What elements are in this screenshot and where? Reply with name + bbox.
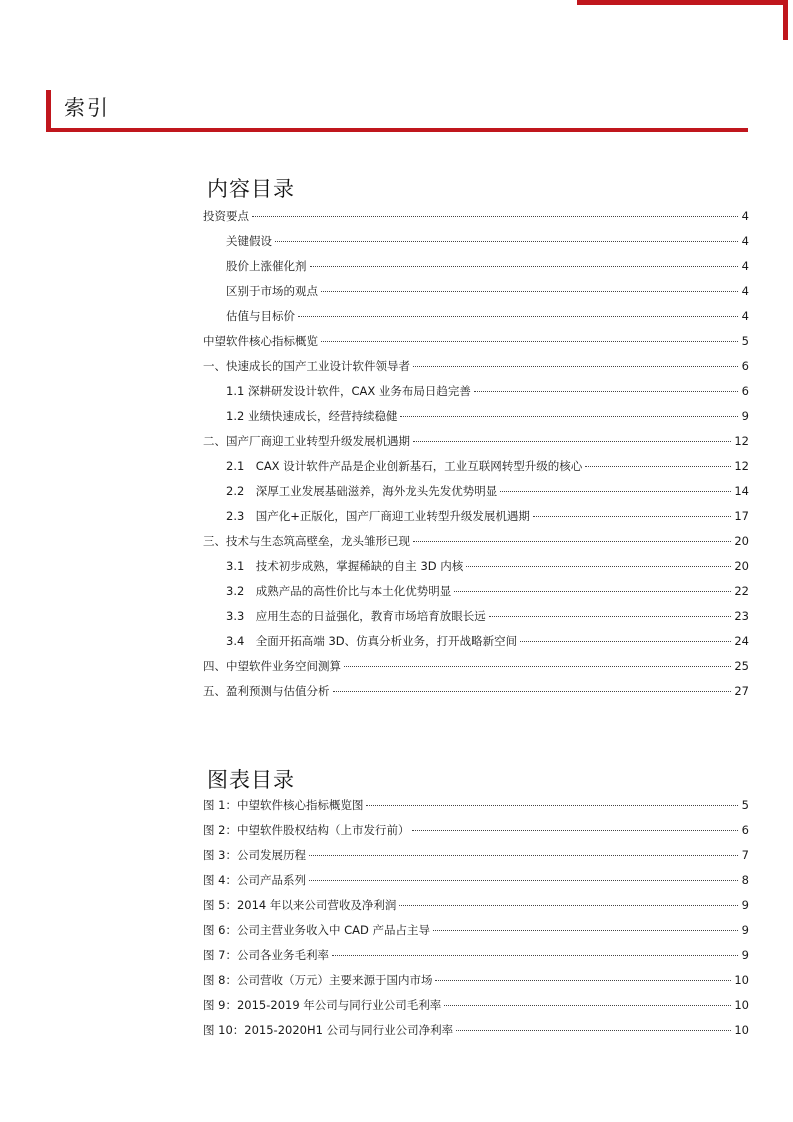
dot-leader: [399, 905, 738, 906]
toc-entry-label: 一、快速成长的国产工业设计软件领导者: [203, 359, 410, 373]
toc-entry-page: 9: [741, 409, 749, 423]
dot-leader: [456, 1030, 731, 1031]
figure-entry-page: 7: [741, 848, 749, 862]
toc-entry-label: 三、技术与生态筑高壁垒，龙头雏形已现: [203, 534, 410, 548]
toc-entry-page: 23: [734, 609, 749, 623]
figure-entry[interactable]: [203, 922, 749, 947]
toc-entry[interactable]: [203, 208, 749, 233]
toc-entry[interactable]: [203, 433, 749, 458]
figure-entry[interactable]: [203, 872, 749, 897]
figure-entry-label: 图 5：2014 年以来公司营收及净利润: [203, 898, 397, 912]
toc-entry[interactable]: [203, 608, 749, 633]
index-header-bar: [46, 90, 51, 132]
dot-leader: [344, 666, 731, 667]
toc-entry-label: 3.1 技术初步成熟，掌握稀缺的自主 3D 内核: [226, 559, 464, 573]
dot-leader: [413, 366, 738, 367]
figure-entry-page: 10: [734, 998, 749, 1012]
dot-leader: [413, 441, 731, 442]
dot-leader: [333, 691, 732, 692]
toc-entry[interactable]: [203, 483, 749, 508]
figure-entry[interactable]: [203, 947, 749, 972]
toc-entry-label: 投资要点: [203, 209, 249, 223]
figure-entry-label: 图 1：中望软件核心指标概览图: [203, 798, 364, 812]
toc-entry-page: 20: [734, 534, 749, 548]
dot-leader: [466, 566, 731, 567]
dot-leader: [298, 316, 738, 317]
figure-entry-page: 10: [734, 1023, 749, 1037]
toc-entry[interactable]: [203, 233, 749, 258]
toc-entry[interactable]: [203, 308, 749, 333]
dot-leader: [435, 980, 731, 981]
toc-entry-label: 3.3 应用生态的日益强化，教育市场培育放眼长远: [226, 609, 486, 623]
toc-entry-page: 12: [734, 459, 749, 473]
figure-entry-page: 9: [741, 898, 749, 912]
toc-entry[interactable]: [203, 283, 749, 308]
toc-entry-page: 24: [734, 634, 749, 648]
index-title: 索引: [64, 96, 110, 120]
toc-entry-label: 中望软件核心指标概览: [203, 334, 318, 348]
figure-entry-label: 图 4：公司产品系列: [203, 873, 306, 887]
dot-leader: [489, 616, 732, 617]
toc-entry-label: 3.2 成熟产品的高性价比与本土化优势明显: [226, 584, 452, 598]
toc-entry-page: 25: [734, 659, 749, 673]
toc-entry-page: 22: [734, 584, 749, 598]
toc-entry-page: 4: [741, 284, 749, 298]
dot-leader: [275, 241, 738, 242]
toc-entry-label: 1.2 业绩快速成长，经营持续稳健: [226, 409, 398, 423]
toc-list: [203, 208, 749, 708]
figure-entry[interactable]: [203, 997, 749, 1022]
figure-entry[interactable]: [203, 797, 749, 822]
toc-entry-label: 关键假设: [226, 234, 272, 248]
figure-entry-page: 5: [741, 798, 749, 812]
toc-entry-label: 股价上涨催化剂: [226, 259, 307, 273]
figure-entry-page: 8: [741, 873, 749, 887]
toc-entry[interactable]: [203, 508, 749, 533]
figure-entry-label: 图 6：公司主营业务收入中 CAD 产品占主导: [203, 923, 431, 937]
dot-leader: [585, 466, 731, 467]
toc-entry-label: 二、国产厂商迎工业转型升级发展机遇期: [203, 434, 410, 448]
corner-top-accent: [577, 0, 787, 5]
toc-entry-label: 五、盈利预测与估值分析: [203, 684, 330, 698]
figure-entry-label: 图 3：公司发展历程: [203, 848, 306, 862]
dot-leader: [400, 416, 738, 417]
figures-list: [203, 797, 749, 1047]
figure-entry[interactable]: [203, 972, 749, 997]
corner-side-accent: [783, 0, 788, 40]
figure-entry[interactable]: [203, 822, 749, 847]
toc-entry-page: 4: [741, 309, 749, 323]
dot-leader: [252, 216, 738, 217]
figure-entry-label: 图 7：公司各业务毛利率: [203, 948, 329, 962]
toc-entry[interactable]: [203, 358, 749, 383]
dot-leader: [433, 930, 738, 931]
figure-entry[interactable]: [203, 847, 749, 872]
dot-leader: [309, 855, 738, 856]
dot-leader: [500, 491, 731, 492]
figure-entry[interactable]: [203, 1022, 749, 1047]
toc-entry-label: 区别于市场的观点: [226, 284, 318, 298]
dot-leader: [412, 830, 738, 831]
toc-entry-page: 6: [741, 384, 749, 398]
dot-leader: [533, 516, 731, 517]
toc-entry[interactable]: [203, 258, 749, 283]
figure-entry-page: 9: [741, 923, 749, 937]
dot-leader: [474, 391, 738, 392]
toc-entry-page: 4: [741, 259, 749, 273]
toc-entry[interactable]: [203, 683, 749, 708]
toc-entry-page: 17: [734, 509, 749, 523]
toc-entry-page: 12: [734, 434, 749, 448]
toc-entry[interactable]: [203, 583, 749, 608]
toc-entry-label: 估值与目标价: [226, 309, 295, 323]
toc-entry-label: 2.1 CAX 设计软件产品是企业创新基石，工业互联网转型升级的核心: [226, 459, 583, 473]
dot-leader: [444, 1005, 731, 1006]
toc-entry-page: 6: [741, 359, 749, 373]
dot-leader: [309, 880, 738, 881]
index-header-rule: [46, 128, 748, 132]
figure-entry-label: 图 9：2015-2019 年公司与同行业公司毛利率: [203, 998, 442, 1012]
toc-entry[interactable]: [203, 333, 749, 358]
dot-leader: [366, 805, 738, 806]
toc-title: 内容目录: [207, 177, 295, 201]
dot-leader: [321, 341, 738, 342]
toc-entry-page: 14: [734, 484, 749, 498]
figure-entry-page: 10: [734, 973, 749, 987]
figure-entry-page: 9: [741, 948, 749, 962]
toc-entry-label: 四、中望软件业务空间测算: [203, 659, 341, 673]
figure-entry-label: 图 10：2015-2020H1 公司与同行业公司净利率: [203, 1023, 454, 1037]
toc-entry-page: 5: [741, 334, 749, 348]
toc-entry-page: 4: [741, 209, 749, 223]
toc-entry[interactable]: [203, 658, 749, 683]
dot-leader: [520, 641, 731, 642]
toc-entry-page: 4: [741, 234, 749, 248]
toc-entry-page: 27: [734, 684, 749, 698]
dot-leader: [310, 266, 739, 267]
toc-entry-label: 1.1 深耕研发设计软件，CAX 业务布局日趋完善: [226, 384, 471, 398]
dot-leader: [332, 955, 738, 956]
figure-entry[interactable]: [203, 897, 749, 922]
figures-title: 图表目录: [207, 768, 295, 792]
toc-entry[interactable]: [203, 383, 749, 408]
toc-entry[interactable]: [203, 558, 749, 583]
dot-leader: [413, 541, 731, 542]
figure-entry-label: 图 2：中望软件股权结构（上市发行前）: [203, 823, 410, 837]
toc-entry[interactable]: [203, 408, 749, 433]
toc-entry[interactable]: [203, 458, 749, 483]
toc-entry-label: 2.3 国产化+正版化，国产厂商迎工业转型升级发展机遇期: [226, 509, 530, 523]
toc-entry-label: 3.4 全面开拓高端 3D、仿真分析业务，打开战略新空间: [226, 634, 518, 648]
dot-leader: [321, 291, 738, 292]
dot-leader: [454, 591, 731, 592]
toc-entry[interactable]: [203, 633, 749, 658]
figure-entry-label: 图 8：公司营收（万元）主要来源于国内市场: [203, 973, 433, 987]
toc-entry[interactable]: [203, 533, 749, 558]
figure-entry-page: 6: [741, 823, 749, 837]
toc-entry-label: 2.2 深厚工业发展基础滋养，海外龙头先发优势明显: [226, 484, 498, 498]
toc-entry-page: 20: [734, 559, 749, 573]
